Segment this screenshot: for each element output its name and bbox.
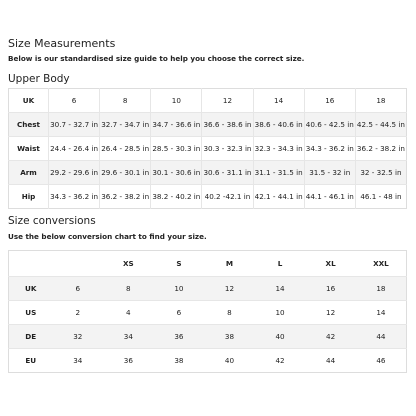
table-cell: 6 [154,301,205,325]
table-cell: 36.2 - 38.2 in [100,185,151,209]
upper-body-table [8,88,407,209]
header-cell: M [204,251,255,277]
table-cell: 34 [103,325,154,349]
table-row [9,113,407,137]
table-cell: 40 [204,349,255,373]
row-label: Hip [9,185,49,209]
table-row [9,349,407,373]
conversions-intro: Use the below conversion chart to find your size. [8,232,207,241]
table-cell: 46.1 - 48 in [355,185,406,209]
table-cell: 16 [305,277,356,301]
table-cell: 12 [305,301,356,325]
table-cell: 32.7 - 34.7 in [100,113,151,137]
table-cell: 34.3 - 36.2 in [49,185,100,209]
header-cell: 8 [100,89,151,113]
row-label: Chest [9,113,49,137]
row-label: US [9,301,53,325]
table-cell: 46 [356,349,407,373]
header-cell: XL [305,251,356,277]
row-label: EU [9,349,53,373]
page-title: Size Measurements [8,37,116,50]
table-cell: 44 [305,349,356,373]
table-cell: 10 [154,277,205,301]
table-cell: 2 [53,301,104,325]
table-cell: 44 [356,325,407,349]
table-cell: 10 [255,301,306,325]
header-cell: 18 [355,89,406,113]
header-cell: UK [9,89,49,113]
table-cell: 40.6 - 42.5 in [304,113,355,137]
header-cell: 12 [202,89,253,113]
table-cell: 38.6 - 40.6 in [253,113,304,137]
header-cell [53,251,104,277]
header-cell: 14 [253,89,304,113]
table-cell: 34.3 - 36.2 in [304,137,355,161]
table-cell: 18 [356,277,407,301]
table-cell: 36.6 - 38.6 in [202,113,253,137]
table-cell: 36 [103,349,154,373]
table-cell: 8 [103,277,154,301]
table-row [9,161,407,185]
table-cell: 30.1 - 30.6 in [151,161,202,185]
table-cell: 36.2 - 38.2 in [355,137,406,161]
table-cell: 28.5 - 30.3 in [151,137,202,161]
table-cell: 31.5 - 32 in [304,161,355,185]
table-row [9,137,407,161]
conversions-heading: Size conversions [8,215,96,227]
table-cell: 42.5 - 44.5 in [355,113,406,137]
header-cell: S [154,251,205,277]
table-cell: 6 [53,277,104,301]
table-row [9,185,407,209]
table-cell: 42 [255,349,306,373]
table-cell: 32 [53,325,104,349]
table-header-row [9,251,407,277]
table-row [9,325,407,349]
table-cell: 14 [255,277,306,301]
table-cell: 29.6 - 30.1 in [100,161,151,185]
table-cell: 24.4 - 26.4 in [49,137,100,161]
table-header-row [9,89,407,113]
table-cell: 34 [53,349,104,373]
table-row [9,301,407,325]
header-cell: XXL [356,251,407,277]
table-cell: 14 [356,301,407,325]
table-cell: 30.7 - 32.7 in [49,113,100,137]
table-cell: 29.2 - 29.6 in [49,161,100,185]
table-cell: 38 [154,349,205,373]
table-cell: 30.6 - 31.1 in [202,161,253,185]
header-cell [9,251,53,277]
table-cell: 8 [204,301,255,325]
table-cell: 38.2 - 40.2 in [151,185,202,209]
table-cell: 12 [204,277,255,301]
table-cell: 4 [103,301,154,325]
header-cell: 10 [151,89,202,113]
header-cell: XS [103,251,154,277]
header-cell: L [255,251,306,277]
header-cell: 6 [49,89,100,113]
table-cell: 32 - 32.5 in [355,161,406,185]
row-label: Arm [9,161,49,185]
table-cell: 40.2 -42.1 in [202,185,253,209]
table-cell: 26.4 - 28.5 in [100,137,151,161]
table-cell: 36 [154,325,205,349]
header-cell: 16 [304,89,355,113]
table-cell: 40 [255,325,306,349]
row-label: Waist [9,137,49,161]
table-cell: 34.7 - 36.6 in [151,113,202,137]
table-cell: 38 [204,325,255,349]
table-row [9,277,407,301]
row-label: UK [9,277,53,301]
size-conversion-table [8,250,407,373]
table-cell: 31.1 - 31.5 in [253,161,304,185]
upper-body-heading: Upper Body [8,73,70,85]
table-cell: 32.3 - 34.3 in [253,137,304,161]
intro-text: Below is our standardised size guide to help you choose the correct size. [8,54,305,63]
row-label: DE [9,325,53,349]
table-cell: 44.1 - 46.1 in [304,185,355,209]
table-cell: 42.1 - 44.1 in [253,185,304,209]
table-cell: 30.3 - 32.3 in [202,137,253,161]
table-cell: 42 [305,325,356,349]
